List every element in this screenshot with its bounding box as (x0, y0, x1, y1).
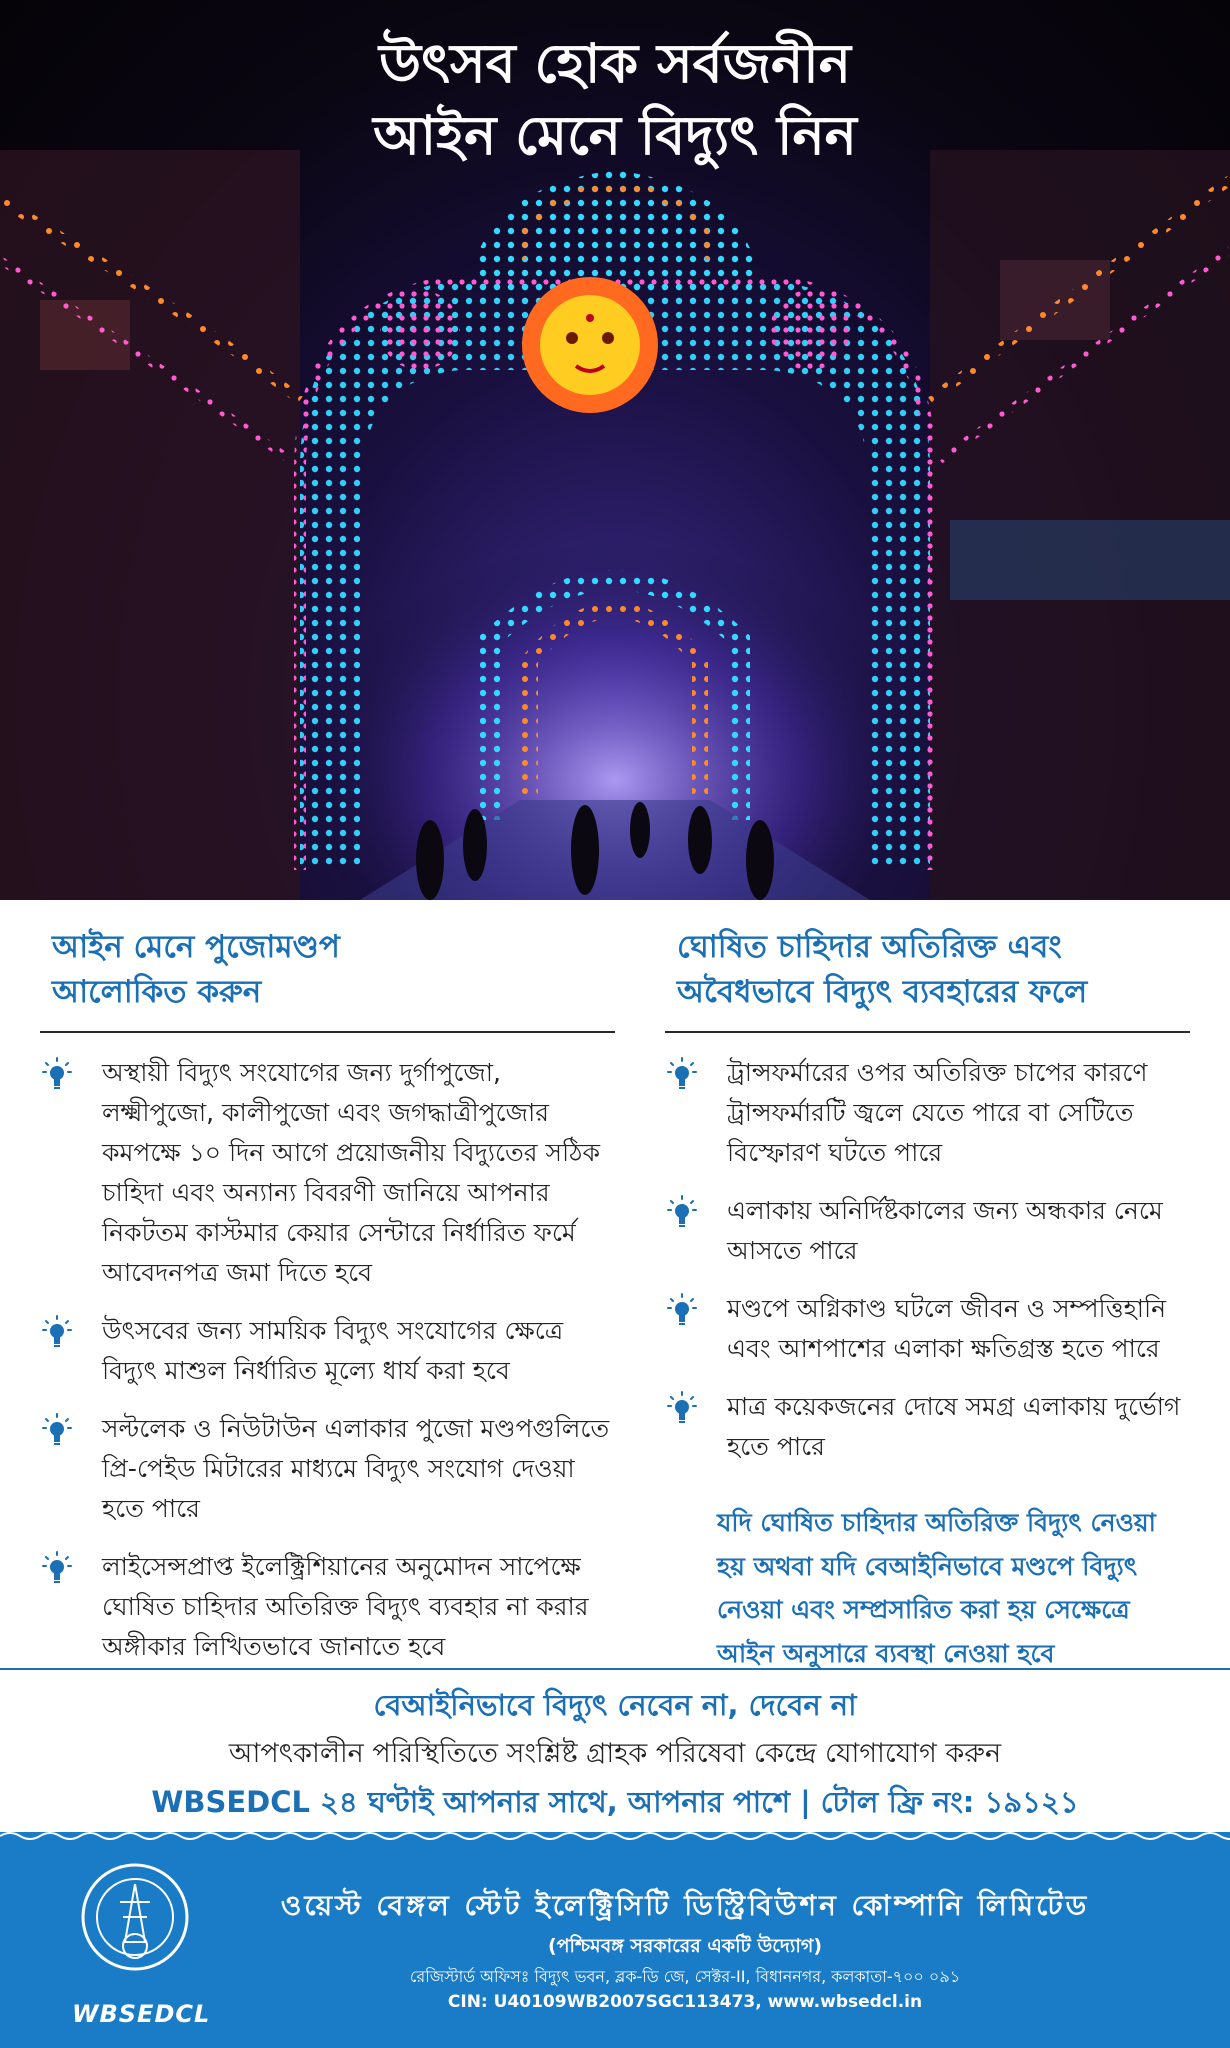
list-item-text: লাইসেন্সপ্রাপ্ত ইলেক্ট্রিশিয়ানের অনুমোদন সাপেক্ষে ঘোষিত চাহিদার অতিরিক্ত বিদ্যুৎ ব্যবহার না করার অঙ্গীকার লিখিতভাবে জানাতে হবে (102, 1551, 589, 1661)
right-column-title (665, 925, 1190, 1015)
cin-and-website: CIN: U40109WB2007SGC113473, www.wbsedcl.in (447, 1992, 923, 2012)
light-bulb-icon (42, 1057, 72, 1091)
wave-border (0, 1830, 1230, 1844)
list-item-text: মণ্ডপে অগ্নিকাণ্ড ঘটলে জীবন ও সম্পত্তিহানি এবং আশপাশের এলাকা ক্ষতিগ্রস্ত হতে পারে (727, 1293, 1167, 1363)
headline-line2: আইন মেনে বিদ্যুৎ নিন (373, 102, 857, 167)
list-item (40, 1409, 615, 1529)
hero-image (0, 0, 1230, 900)
list-item (665, 1387, 1190, 1467)
light-bulb-icon (667, 1391, 697, 1425)
headline (0, 30, 1230, 169)
list-item-text: অস্থায়ী বিদ্যুৎ সংযোগের জন্য দুর্গাপুজো, লক্ষ্মীপুজো, কালীপুজো এবং জগদ্ধাত্রীপুজোর কমপক্ষে ১০ দিন আগে প্রয়োজনীয় বিদ্যুতের সঠিক চাহিদা এবং অন্যান্য বিবরণী জানিয়ে আপনার নিকটতম কাস্টমার কেয়ার সেন্টারে নির্ধারিত ফর্মে আবেদনপত্র জমা দিতে হবে (102, 1057, 600, 1287)
list-item (40, 1053, 615, 1293)
light-bulb-icon (667, 1057, 697, 1091)
list-item-text: এলাকায় অনির্দিষ্টকালের জন্য অন্ধকার নেমে আসতে পারে (727, 1195, 1163, 1265)
light-bulb-icon (42, 1315, 72, 1349)
slogan: বেআইনিভাবে বিদ্যুৎ নেবেন না, দেবেন না (373, 1688, 857, 1722)
left-title-line1: আইন মেনে পুজোমণ্ডপ (52, 929, 340, 965)
list-item-text: মাত্র কয়েকজনের দোষে সমগ্র এলাকায় দুর্ভোগ হতে পারে (727, 1391, 1181, 1461)
list-item (665, 1289, 1190, 1369)
list-item (40, 1311, 615, 1391)
list-item-text: ট্রান্সফর্মারের ওপর অতিরিক্ত চাপের কারণে ট্রান্সফর্মারটি জ্বলে যেতে পারে বা সেটিতে বিস্ফোরণ ঘটতে পারে (727, 1057, 1148, 1167)
logo-wordmark: WBSEDCL (72, 2000, 211, 2028)
light-bulb-icon (42, 1551, 72, 1585)
list-item-text: উৎসবের জন্য সাময়িক বিদ্যুৎ সংযোগের ক্ষেত্রে বিদ্যুৎ মাশুল নির্ধারিত মূল্যে ধার্য করা হবে (102, 1315, 564, 1385)
company-subtitle: (পশ্চিমবঙ্গ সরকারের একটি উদ্যোগ) (547, 1935, 823, 1957)
company-name: ওয়েস্ট বেঙ্গল স্টেট ইলেক্ট্রিসিটি ডিস্ট্রিবিউশন কোম্পানি লিমিটেড (280, 1889, 1090, 1922)
light-bulb-icon (42, 1413, 72, 1447)
left-title-line2: আলোকিত করুন (52, 973, 262, 1010)
light-bulb-icon (667, 1195, 697, 1229)
right-column (665, 925, 1190, 1676)
light-bulb-icon (667, 1293, 697, 1327)
list-item (665, 1191, 1190, 1271)
left-column-title (40, 925, 615, 1015)
headline-line1: উৎসব হোক সর্বজনীন (379, 31, 851, 95)
wbsedcl-logo (80, 1862, 190, 1972)
registered-address: রেজিস্টার্ড অফিসঃ বিদ্যুৎ ভবন, ব্লক-ডি জে, সেক্টর-II, বিধাননগর, কলকাতা-৭০০ ০৯১ (409, 1967, 961, 1986)
divider (665, 1031, 1190, 1033)
left-column (40, 925, 615, 1685)
divider (40, 1031, 615, 1033)
band-divider (0, 1668, 1230, 1670)
right-title-line2: অবৈধভাবে বিদ্যুৎ ব্যবহারের ফলে (677, 973, 1088, 1010)
footer (0, 1832, 1230, 2048)
list-item (40, 1547, 615, 1667)
legal-warning: যদি ঘোষিত চাহিদার অতিরিক্ত বিদ্যুৎ নেওয়া হয় অথবা যদি বেআইনিভাবে মণ্ডপে বিদ্যুৎ নেওয়া এবং সম্প্রসারিত করা হয় সেক্ষেত্রে আইন অনুসারে ব্যবস্থা নেওয়া হবে (717, 1507, 1156, 1669)
list-item (665, 1053, 1190, 1173)
right-title-line1: ঘোষিত চাহিদার অতিরিক্ত এবং (677, 929, 1062, 965)
list-item-text: সল্টলেক ও নিউটাউন এলাকার পুজো মণ্ডপগুলিতে প্রি-পেইড মিটারের মাধ্যমে বিদ্যুৎ সংযোগ দেওয়া হতে পারে (102, 1413, 610, 1523)
helpline-tagline: WBSEDCL ২৪ ঘণ্টাই আপনার সাথে, আপনার পাশে | টোল ফ্রি নং: ১৯১২১ (151, 1785, 1079, 1819)
contact-note: আপৎকালীন পরিস্থিতিতে সংশ্লিষ্ট গ্রাহক পরিষেবা কেন্দ্রে যোগাযোগ করুন (228, 1738, 1002, 1769)
